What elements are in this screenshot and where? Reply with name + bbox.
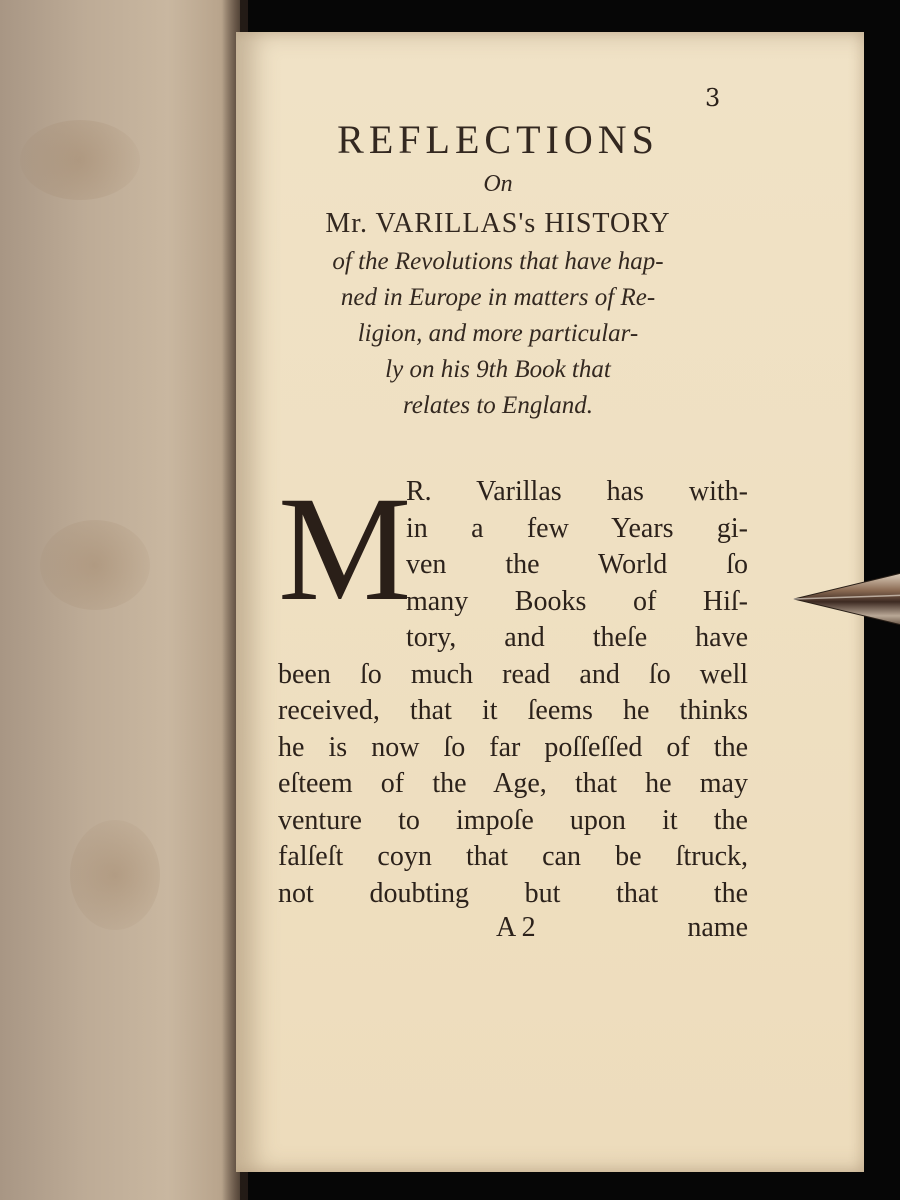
page-footer xyxy=(278,912,748,948)
text-line: not doubting but that the xyxy=(278,877,748,909)
text-line: received, that it ſeems he thinks xyxy=(278,695,748,726)
text-line: eſteem of the Age, that he may xyxy=(278,768,748,799)
heading-desc-line: relates to England. xyxy=(402,391,594,419)
heading-on: On xyxy=(483,171,513,197)
heading-title: REFLECTIONS xyxy=(337,117,659,162)
heading-desc-line: ly on his 9th Book that xyxy=(385,355,611,383)
text-line: many Books of Hiſ- xyxy=(406,585,748,617)
heading-subject: Mr. VARILLAS's HISTORY xyxy=(325,207,671,239)
catchword: name xyxy=(687,912,748,943)
text-line: in a few Years gi- xyxy=(406,512,748,544)
signature-mark: A 2 xyxy=(496,912,536,943)
left-blank-page xyxy=(0,0,240,1200)
text-line: falſeſt coyn that can be ſtruck, xyxy=(278,841,748,872)
page-number: 3 xyxy=(705,84,721,112)
text-line: he is now ſo far poſſeſſed of the xyxy=(278,731,748,763)
heading-desc-line: ned in Europe in matters of Re- xyxy=(340,283,656,311)
pen-tip xyxy=(790,565,900,633)
text-line: ven the World ſo xyxy=(406,549,748,580)
heading-description xyxy=(238,244,758,424)
text-line: venture to impoſe upon it the xyxy=(278,804,748,836)
heading-desc-line: ligion, and more particular- xyxy=(357,319,639,347)
chapter-heading xyxy=(238,118,758,424)
body-paragraph xyxy=(278,466,748,912)
drop-cap: M xyxy=(278,466,412,632)
text-line: been ſo much read and ſo well xyxy=(278,658,748,690)
text-line: R. Varillas has with- xyxy=(406,476,748,507)
heading-desc-line: of the Revolutions that have hap- xyxy=(332,247,664,275)
text-line: tory, and theſe have xyxy=(406,622,748,653)
